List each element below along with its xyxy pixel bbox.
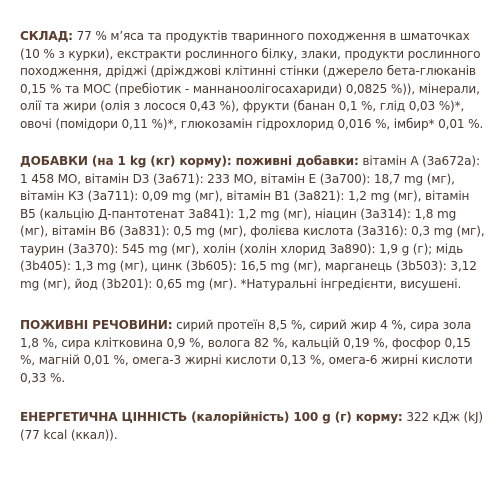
- nutrients-heading: ПОЖИВНІ РЕЧОВИНИ:: [20, 318, 173, 332]
- nutrients-section: [20, 317, 486, 387]
- energy-text: 322 кДж (kJ) (77 kcal (ккал)).: [20, 410, 483, 442]
- additives-text: вітамін А (3a672a): 1 458 МО, вітамін D3 (3a671): 233 МО, вітамін Е (3a700): 18,7 mg (мг), вітамін К3 (3a711): 0,09 mg (мг), вітамін В1 (3a821): 1,2 mg (мг), вітамін В5 (кальцію Д-пантотенат 3a841): 1,2 mg (мг), ніацин (3a314): 1,8 mg (мг), вітамін В6 (3a831): 0,5 mg (мг), фолієва кислота (3a316): 0,3 mg (мг), таурин (3a370): 545 mg (мг), холін (холін хлорид 3a890): 1,9 g (г); мідь (3b405): 1,3 mg (мг), цинк (3b605): 16,5 mg (мг), марганець (3b503): 3,12 mg (мг), йод (3b201): 0,65 mg (мг). *Натуральні інгредієнти, висушені.: [20, 154, 485, 291]
- energy-heading: ЕНЕРГЕТИЧНА ЦІННІСТЬ (калорійність) 100 g (г) корму:: [20, 410, 403, 424]
- additives-section: [20, 153, 486, 293]
- additives-subheading: поживні добавки:: [231, 154, 359, 168]
- additives-heading: ДОБАВКИ (на 1 kg (кг) корму):: [20, 154, 232, 168]
- composition-text: 77 % м’яса та продуктів тваринного походження в шматочках (10 % з курки), екстракти рослинного білку, злаки, продукти рослинного походження, дріджі (дріжджові клітинні стінки (джерело бета-глюканів 0,15 % та МОС (пребіотик - маннаноолігосахариди) 0,0825 %)), мінерали, олії та жири (олія з лосося 0,43 %), фрукти (банан 0,1 %, глід 0,03 %)*, овочі (помідори 0,11 %)*, глюкозамін гідрохлорид 0,016 %, імбир* 0,01 %.: [20, 29, 484, 131]
- composition-heading: СКЛАД:: [20, 29, 73, 43]
- energy-section: [20, 409, 486, 444]
- composition-section: [20, 28, 486, 133]
- nutrients-text: сирий протеїн 8,5 %, сирий жир 4 %, сира зола 1,8 %, сира клітковина 0,9 %, волога 82 %, кальцій 0,19 %, фосфор 0,15 %, магній 0,01 %, омега-3 жирні кислоти 0,13 %, омега-6 жирні кислоти 0,33 %.: [20, 318, 473, 385]
